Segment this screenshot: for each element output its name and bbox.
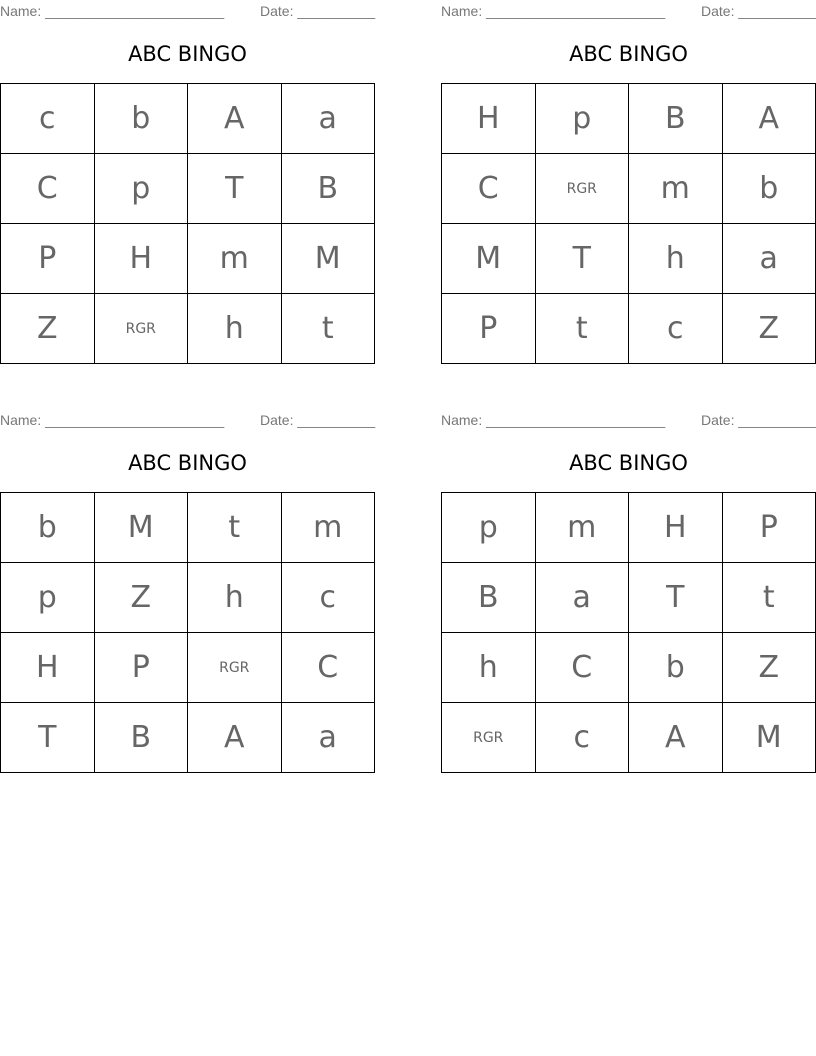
letter-cell[interactable]: T: [629, 563, 723, 633]
letter-cell[interactable]: p: [442, 493, 536, 563]
letter-cell[interactable]: t: [188, 493, 282, 563]
letter-cell[interactable]: p: [94, 154, 188, 224]
letter-cell[interactable]: h: [188, 563, 282, 633]
letter-cell[interactable]: t: [722, 563, 816, 633]
letter-cell[interactable]: A: [629, 703, 723, 773]
card-title: ABC BINGO: [128, 42, 247, 66]
grid-row: [1, 703, 375, 773]
grid-row: [442, 563, 816, 633]
letter-cell[interactable]: P: [1, 224, 95, 294]
letter-cell[interactable]: A: [188, 84, 282, 154]
grid-row: [1, 224, 375, 294]
bingo-grid: [441, 83, 816, 364]
letter-cell[interactable]: T: [188, 154, 282, 224]
letter-cell[interactable]: m: [188, 224, 282, 294]
free-space-cell[interactable]: RGR: [94, 294, 188, 364]
grid-row: [1, 493, 375, 563]
letter-cell[interactable]: T: [535, 224, 629, 294]
name-field[interactable]: Name: _______________________: [0, 412, 225, 428]
letter-cell[interactable]: C: [281, 633, 375, 703]
letter-cell[interactable]: h: [629, 224, 723, 294]
name-date-line: [0, 412, 375, 428]
letter-cell[interactable]: A: [188, 703, 282, 773]
letter-cell[interactable]: m: [281, 493, 375, 563]
letter-cell[interactable]: t: [281, 294, 375, 364]
bingo-grid: [441, 492, 816, 773]
letter-cell[interactable]: b: [94, 84, 188, 154]
letter-cell[interactable]: a: [281, 703, 375, 773]
letter-cell[interactable]: M: [722, 703, 816, 773]
free-space-cell[interactable]: RGR: [188, 633, 282, 703]
grid-row: [442, 224, 816, 294]
date-field[interactable]: Date: __________: [260, 3, 376, 19]
letter-cell[interactable]: T: [1, 703, 95, 773]
letter-cell[interactable]: b: [629, 633, 723, 703]
letter-cell[interactable]: M: [442, 224, 536, 294]
letter-cell[interactable]: m: [629, 154, 723, 224]
letter-cell[interactable]: h: [188, 294, 282, 364]
card-title: ABC BINGO: [569, 42, 688, 66]
bingo-card: [0, 409, 375, 774]
letter-cell[interactable]: C: [1, 154, 95, 224]
letter-cell[interactable]: H: [442, 84, 536, 154]
letter-cell[interactable]: A: [722, 84, 816, 154]
letter-cell[interactable]: M: [281, 224, 375, 294]
grid-row: [1, 154, 375, 224]
letter-cell[interactable]: m: [535, 493, 629, 563]
bingo-card: [441, 409, 816, 774]
free-space-cell[interactable]: RGR: [535, 154, 629, 224]
bingo-grid: [0, 83, 375, 364]
letter-cell[interactable]: P: [442, 294, 536, 364]
letter-cell[interactable]: H: [94, 224, 188, 294]
grid-row: [1, 633, 375, 703]
bingo-card: [441, 0, 816, 365]
letter-cell[interactable]: a: [535, 563, 629, 633]
letter-cell[interactable]: C: [442, 154, 536, 224]
letter-cell[interactable]: C: [535, 633, 629, 703]
grid-row: [1, 294, 375, 364]
letter-cell[interactable]: p: [1, 563, 95, 633]
grid-row: [442, 493, 816, 563]
letter-cell[interactable]: Z: [94, 563, 188, 633]
grid-row: [442, 703, 816, 773]
name-date-line: [441, 3, 816, 19]
name-field[interactable]: Name: _______________________: [441, 3, 666, 19]
letter-cell[interactable]: c: [1, 84, 95, 154]
letter-cell[interactable]: a: [281, 84, 375, 154]
letter-cell[interactable]: h: [442, 633, 536, 703]
grid-row: [442, 294, 816, 364]
letter-cell[interactable]: M: [94, 493, 188, 563]
letter-cell[interactable]: Z: [1, 294, 95, 364]
letter-cell[interactable]: P: [722, 493, 816, 563]
bingo-card: [0, 0, 375, 365]
letter-cell[interactable]: H: [629, 493, 723, 563]
bingo-grid: [0, 492, 375, 773]
letter-cell[interactable]: Z: [722, 633, 816, 703]
grid-row: [1, 563, 375, 633]
letter-cell[interactable]: b: [722, 154, 816, 224]
letter-cell[interactable]: p: [535, 84, 629, 154]
card-title: ABC BINGO: [128, 451, 247, 475]
letter-cell[interactable]: B: [442, 563, 536, 633]
grid-row: [442, 154, 816, 224]
date-field[interactable]: Date: __________: [701, 3, 816, 19]
letter-cell[interactable]: c: [281, 563, 375, 633]
date-field[interactable]: Date: __________: [260, 412, 376, 428]
date-field[interactable]: Date: __________: [701, 412, 816, 428]
letter-cell[interactable]: B: [94, 703, 188, 773]
letter-cell[interactable]: P: [94, 633, 188, 703]
name-field[interactable]: Name: _______________________: [0, 3, 225, 19]
letter-cell[interactable]: c: [535, 703, 629, 773]
name-field[interactable]: Name: _______________________: [441, 412, 666, 428]
letter-cell[interactable]: b: [1, 493, 95, 563]
grid-row: [442, 84, 816, 154]
letter-cell[interactable]: Z: [722, 294, 816, 364]
letter-cell[interactable]: B: [629, 84, 723, 154]
grid-row: [1, 84, 375, 154]
letter-cell[interactable]: H: [1, 633, 95, 703]
letter-cell[interactable]: B: [281, 154, 375, 224]
letter-cell[interactable]: t: [535, 294, 629, 364]
letter-cell[interactable]: c: [629, 294, 723, 364]
free-space-cell[interactable]: RGR: [442, 703, 536, 773]
grid-row: [442, 633, 816, 703]
card-title: ABC BINGO: [569, 451, 688, 475]
letter-cell[interactable]: a: [722, 224, 816, 294]
name-date-line: [0, 3, 375, 19]
name-date-line: [441, 412, 816, 428]
